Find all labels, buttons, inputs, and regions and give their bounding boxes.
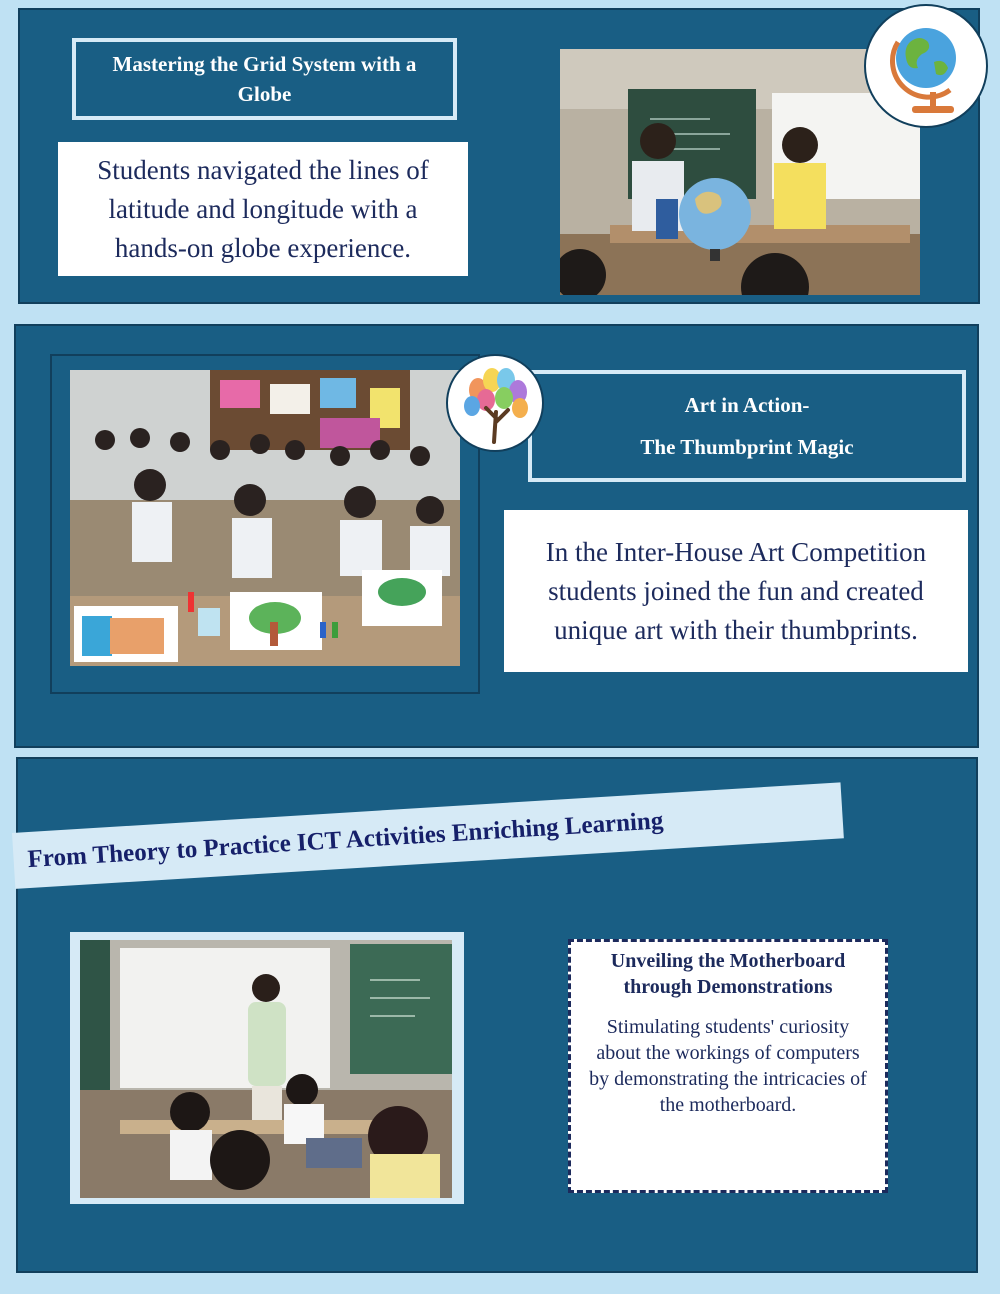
art-description-box — [504, 510, 968, 672]
globe-icon — [864, 4, 988, 128]
motherboard-card-text: Stimulating students' curiosity about the workings of computers by demonstrating the intricacies of the motherboard. — [589, 1016, 867, 1116]
motherboard-card — [568, 939, 888, 1193]
globe-description-box — [58, 142, 468, 276]
classroom-art-photo — [70, 370, 460, 666]
students-with-globe-photo — [560, 49, 920, 295]
art-panel — [14, 324, 979, 748]
globe-section-title — [72, 38, 457, 120]
motherboard-card-title: Unveiling the Motherboard through Demonstrations — [610, 950, 846, 998]
art-description-text: In the Inter-House Art Competition students joined the fun and created unique art with their thumbprints. — [545, 536, 927, 645]
globe-panel — [18, 8, 980, 304]
ict-banner — [12, 782, 844, 889]
thumbprint-tree-icon — [446, 354, 544, 452]
art-title-line1: Art in Action- — [684, 393, 810, 417]
globe-title-text: Mastering the Grid System with a Globe — [112, 52, 417, 106]
art-title-line2: The Thumbprint Magic — [640, 435, 854, 459]
ict-banner-text: From Theory to Practice ICT Activities Enriching Learning — [26, 807, 665, 874]
globe-description-text: Students navigated the lines of latitude and longitude with a hands-on globe experience. — [97, 154, 429, 263]
teacher-demonstration-photo — [80, 940, 452, 1198]
ict-panel — [16, 757, 978, 1273]
art-section-title — [528, 370, 966, 482]
